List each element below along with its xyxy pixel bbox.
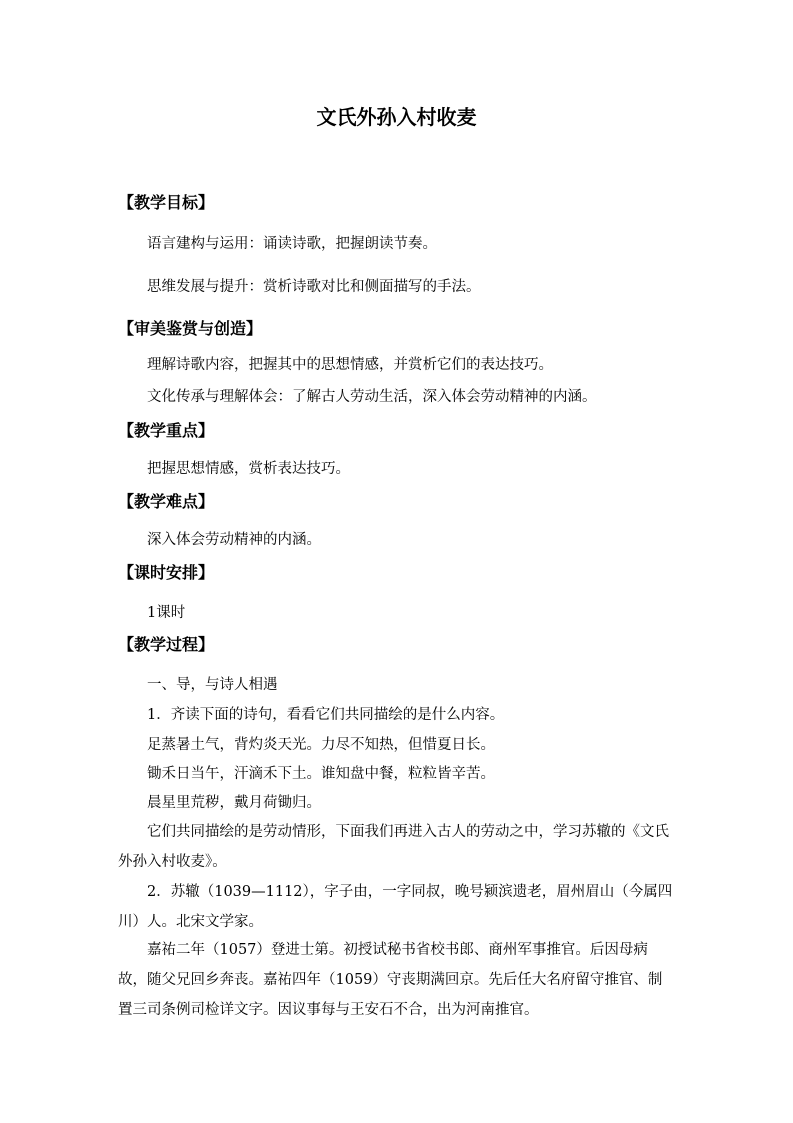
poem-line-1: 足蒸暑土气，背灼炎天光。力尽不知热，但惜夏日长。 (147, 737, 495, 753)
heading-schedule: 【课时安排】 (118, 563, 215, 582)
difficult-point-text: 深入体会劳动精神的内涵。 (147, 532, 321, 548)
schedule-text: 1课时 (147, 605, 186, 621)
process-step-intro: 一、导，与诗人相遇 (147, 677, 278, 693)
process-step-1: 1．齐读下面的诗句，看看它们共同描绘的是什么内容。 (147, 707, 505, 723)
aesthetic-culture: 文化传承与理解体会：了解古人劳动生活，深入体会劳动精神的内涵。 (147, 389, 597, 405)
paragraph-author-career: 嘉祐二年（1057）登进士第。初授试秘书省校书郎、商州军事推官。后因母病故，随父兄回乡奔丧。嘉祐四年（1059）守丧期满回京。先后任大名府留守推官、制置三司条例司检详文字。因议事每与王安石不合，出为河南推官。 (118, 942, 663, 1018)
heading-teaching-process: 【教学过程】 (118, 635, 215, 654)
heading-key-points: 【教学重点】 (118, 421, 215, 440)
heading-aesthetic: 【审美鉴赏与创造】 (118, 319, 263, 338)
key-point-text: 把握思想情感，赏析表达技巧。 (147, 461, 350, 477)
goal-thinking: 思维发展与提升：赏析诗歌对比和侧面描写的手法。 (147, 279, 481, 295)
heading-difficult-points: 【教学难点】 (118, 492, 215, 511)
page-title: 文氏外孙入村收麦 (316, 105, 477, 129)
paragraph-author-bio: 2．苏辙（1039—1112），字子由，一字同叔，晚号颍滨遗老，眉州眉山（今属四川）人。北宋文学家。 (118, 884, 673, 930)
goal-language: 语言建构与运用：诵读诗歌，把握朗读节奏。 (147, 236, 437, 252)
poem-line-2: 锄禾日当午，汗滴禾下土。谁知盘中餐，粒粒皆辛苦。 (147, 766, 495, 782)
poem-line-3: 晨星里荒秽，戴月荷锄归。 (147, 795, 321, 811)
heading-teaching-goals: 【教学目标】 (118, 193, 215, 212)
aesthetic-understanding: 理解诗歌内容，把握其中的思想情感，并赏析它们的表达技巧。 (147, 357, 553, 373)
paragraph-labor-intro: 它们共同描绘的是劳动情形，下面我们再进入古人的劳动之中，学习苏辙的《文氏外孙入村收麦》。 (118, 824, 669, 870)
